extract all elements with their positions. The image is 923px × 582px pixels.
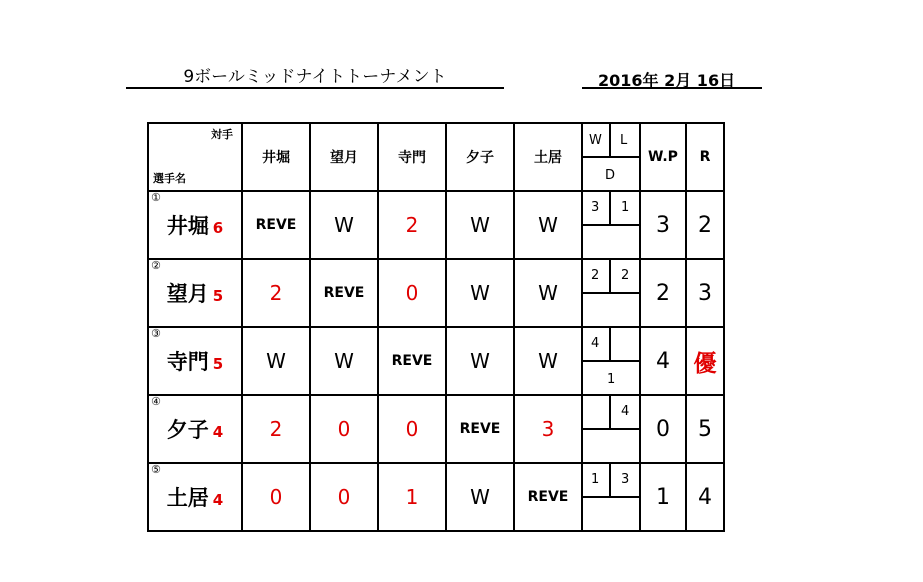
player-cell: [148, 327, 242, 395]
match-result-cell: REVE: [242, 191, 310, 259]
match-result-cell: W: [310, 191, 378, 259]
rank-header: R: [686, 123, 724, 191]
win-count: 2: [591, 268, 600, 283]
opponent-header: 土居: [514, 123, 582, 191]
player-score: 4: [212, 423, 224, 441]
wld-divider: [611, 328, 639, 362]
match-result-cell: W: [446, 191, 514, 259]
row-number: ①: [151, 191, 161, 204]
draw-count: 1: [607, 372, 616, 387]
player-row: [148, 327, 724, 395]
match-result-cell: W: [310, 327, 378, 395]
wld-cell: [582, 191, 640, 259]
date-underline: [582, 87, 762, 89]
player-score: 4: [212, 491, 224, 509]
player-name-label: 選手名: [153, 172, 186, 185]
match-result-cell: W: [514, 327, 582, 395]
wp-value: 3: [640, 191, 686, 259]
player-name: 井堀: [166, 214, 209, 238]
player-row: [148, 259, 724, 327]
win-count: 4: [591, 336, 600, 351]
rank-value: 優: [686, 327, 724, 395]
player-score: 6: [212, 219, 224, 237]
player-name: 寺門: [166, 350, 209, 374]
d-label: D: [605, 168, 616, 183]
wld-cell: [582, 259, 640, 327]
wp-header: W.P: [640, 123, 686, 191]
match-result-cell: 0: [378, 259, 446, 327]
date-label: 2016年 2月 16日: [598, 71, 736, 90]
opponent-header: 井堀: [242, 123, 310, 191]
player-name: 望月: [166, 282, 209, 306]
opponent-label: 対手: [211, 128, 233, 141]
row-number: ⑤: [151, 463, 161, 476]
rank-value: 2: [686, 191, 724, 259]
wp-value: 4: [640, 327, 686, 395]
results-table: [147, 122, 725, 532]
w-label: W: [589, 133, 602, 148]
match-result-cell: 3: [514, 395, 582, 463]
match-result-cell: W: [446, 259, 514, 327]
wld-cell: [582, 327, 640, 395]
match-result-cell: 0: [310, 463, 378, 531]
corner-cell: [148, 123, 242, 191]
match-result-cell: REVE: [378, 327, 446, 395]
player-cell: [148, 259, 242, 327]
match-result-cell: W: [514, 259, 582, 327]
player-name: 土居: [166, 486, 209, 510]
loss-count: 1: [621, 200, 630, 215]
match-result-cell: W: [446, 463, 514, 531]
loss-count: 4: [621, 404, 630, 419]
row-number: ③: [151, 327, 161, 340]
player-row: [148, 463, 724, 531]
wld-divider: [583, 396, 611, 430]
l-label: L: [620, 133, 628, 148]
match-result-cell: 1: [378, 463, 446, 531]
match-result-cell: W: [446, 327, 514, 395]
match-result-cell: REVE: [446, 395, 514, 463]
opponent-header: 望月: [310, 123, 378, 191]
wld-cell: [582, 395, 640, 463]
loss-count: 3: [621, 472, 630, 487]
match-result-cell: 2: [242, 259, 310, 327]
loss-count: 2: [621, 268, 630, 283]
rank-value: 5: [686, 395, 724, 463]
wp-value: 0: [640, 395, 686, 463]
row-number: ②: [151, 259, 161, 272]
wld-cell: [582, 463, 640, 531]
rank-value: 4: [686, 463, 724, 531]
row-number: ④: [151, 395, 161, 408]
header-row: [148, 123, 724, 191]
match-result-cell: 2: [242, 395, 310, 463]
wp-value: 2: [640, 259, 686, 327]
opponent-header: 夕子: [446, 123, 514, 191]
player-name: 夕子: [166, 418, 209, 442]
match-result-cell: W: [514, 191, 582, 259]
match-result-cell: REVE: [514, 463, 582, 531]
match-result-cell: 0: [310, 395, 378, 463]
player-row: [148, 395, 724, 463]
player-row: [148, 191, 724, 259]
wld-header: [582, 123, 640, 191]
player-score: 5: [212, 355, 224, 373]
match-result-cell: W: [242, 327, 310, 395]
player-cell: [148, 395, 242, 463]
match-result-cell: 0: [378, 395, 446, 463]
page-title: 9ボールミッドナイトトーナメント: [183, 67, 447, 87]
player-cell: [148, 191, 242, 259]
match-result-cell: 0: [242, 463, 310, 531]
match-result-cell: 2: [378, 191, 446, 259]
win-count: 1: [591, 472, 600, 487]
player-score: 5: [212, 287, 224, 305]
player-cell: [148, 463, 242, 531]
match-result-cell: REVE: [310, 259, 378, 327]
title-underline: [126, 87, 504, 89]
rank-value: 3: [686, 259, 724, 327]
win-count: 3: [591, 200, 600, 215]
opponent-header: 寺門: [378, 123, 446, 191]
wp-value: 1: [640, 463, 686, 531]
